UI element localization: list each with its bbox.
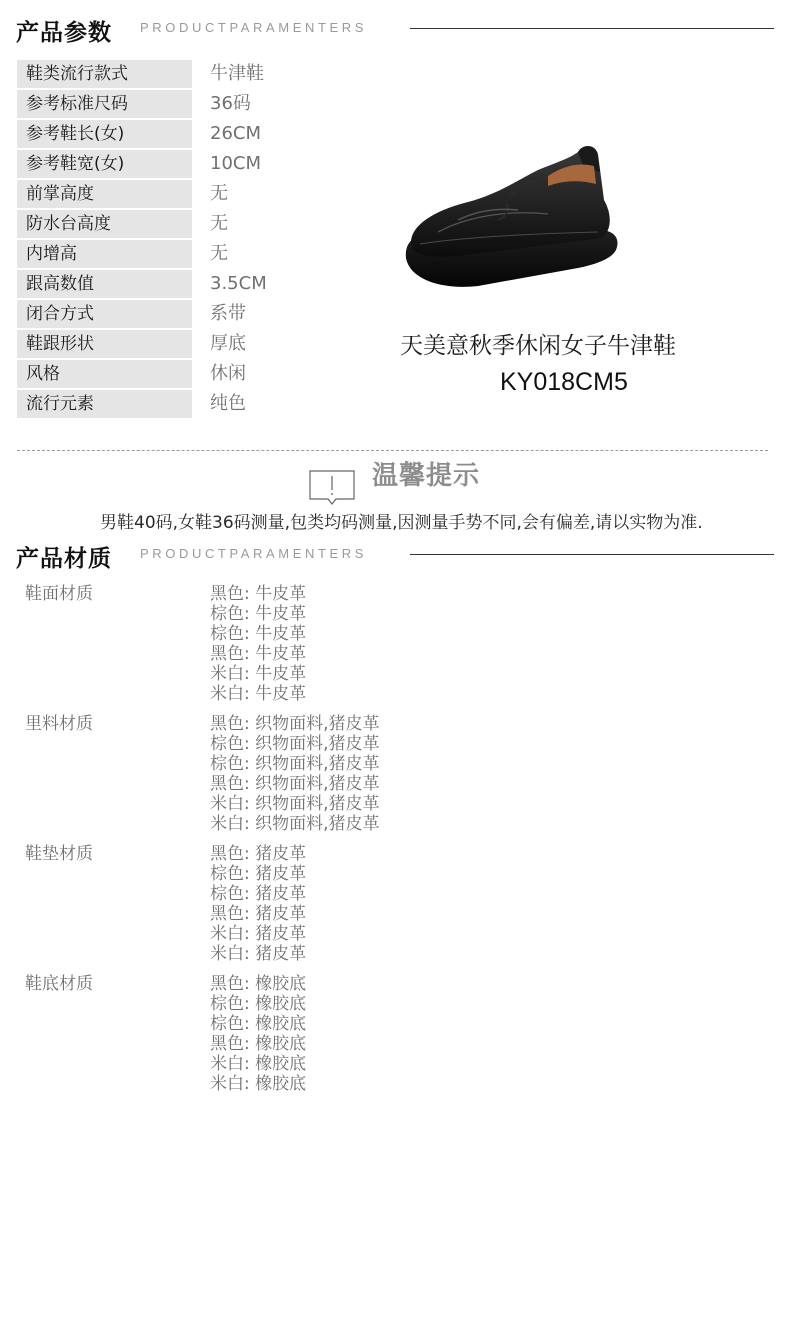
param-label: 跟高数值 [17,270,192,298]
param-value: 无 [210,243,228,264]
material-values [210,584,306,704]
material-value: 黑色: 牛皮革 [210,644,307,664]
material-value: 棕色: 橡胶底 [210,1014,307,1034]
material-values [210,844,306,964]
param-label: 参考鞋宽(女) [17,150,192,178]
params-section-title: 产品参数 [16,20,112,46]
param-label: 参考标准尺码 [17,90,192,118]
materials-section-title: 产品材质 [16,546,112,572]
param-label: 鞋类流行款式 [17,60,192,88]
product-name: 天美意秋季休闲女子牛津鞋 [400,333,676,359]
param-value: 3.5CM [210,273,267,294]
material-value: 黑色: 猪皮革 [210,904,307,924]
param-value: 牛津鞋 [210,63,264,84]
param-value: 10CM [210,153,262,174]
param-value: 36码 [210,93,251,114]
material-values [210,974,306,1094]
material-value: 棕色: 猪皮革 [210,884,307,904]
param-value: 纯色 [210,393,246,414]
params-section-subtitle: PRODUCTPARAMENTERS [140,20,368,35]
exclamation-speech-bubble-icon [309,470,355,506]
material-value: 米白: 牛皮革 [210,664,307,684]
material-value: 黑色: 织物面料,猪皮革 [210,714,380,734]
material-value: 棕色: 牛皮革 [210,624,307,644]
product-shoe-image [398,140,623,295]
param-value: 26CM [210,123,262,144]
param-row [17,180,437,208]
param-row [17,330,437,358]
material-value: 棕色: 橡胶底 [210,994,307,1014]
param-row [17,60,437,88]
param-label: 闭合方式 [17,300,192,328]
param-label: 流行元素 [17,390,192,418]
material-value: 棕色: 猪皮革 [210,864,307,884]
param-row [17,150,437,178]
param-label: 内增高 [17,240,192,268]
material-value: 棕色: 织物面料,猪皮革 [210,734,380,754]
material-value: 黑色: 猪皮革 [210,844,307,864]
param-row [17,300,437,328]
param-row [17,360,437,388]
param-value: 系带 [210,303,246,324]
material-label: 里料材质 [25,714,93,734]
param-row [17,210,437,238]
material-value: 米白: 织物面料,猪皮革 [210,814,380,834]
material-value: 米白: 橡胶底 [210,1074,307,1094]
param-row [17,120,437,148]
material-values [210,714,380,834]
param-value: 厚底 [210,333,246,354]
param-row [17,90,437,118]
material-value: 米白: 橡胶底 [210,1054,307,1074]
param-row [17,390,437,418]
material-value: 米白: 牛皮革 [210,684,307,704]
material-label: 鞋面材质 [25,584,93,604]
params-section-header [0,8,790,48]
material-value: 棕色: 织物面料,猪皮革 [210,754,380,774]
material-value: 棕色: 牛皮革 [210,604,307,624]
material-value: 米白: 织物面料,猪皮革 [210,794,380,814]
param-label: 参考鞋长(女) [17,120,192,148]
materials-section-header [0,534,790,574]
material-value: 黑色: 橡胶底 [210,1034,307,1054]
tip-title: 温馨提示 [372,461,481,491]
material-value: 黑色: 牛皮革 [210,584,307,604]
param-value: 无 [210,183,228,204]
material-label: 鞋底材质 [25,974,93,994]
param-label: 防水台高度 [17,210,192,238]
product-model: KY018CM5 [500,368,628,396]
param-label: 风格 [17,360,192,388]
param-label: 鞋跟形状 [17,330,192,358]
dashed-divider [17,450,768,451]
materials-section-subtitle: PRODUCTPARAMENTERS [140,546,368,561]
tip-text: 男鞋40码,女鞋36码测量,包类均码测量,因测量手势不同,会有偏差,请以实物为准. [100,513,703,533]
material-value: 黑色: 橡胶底 [210,974,307,994]
param-label: 前掌高度 [17,180,192,208]
material-label: 鞋垫材质 [25,844,93,864]
param-value: 无 [210,213,228,234]
param-row [17,240,437,268]
divider-line [410,28,774,29]
param-row [17,270,437,298]
divider-line [410,554,774,555]
material-value: 黑色: 织物面料,猪皮革 [210,774,380,794]
material-value: 米白: 猪皮革 [210,924,307,944]
material-value: 米白: 猪皮革 [210,944,307,964]
param-value: 休闲 [210,363,246,384]
